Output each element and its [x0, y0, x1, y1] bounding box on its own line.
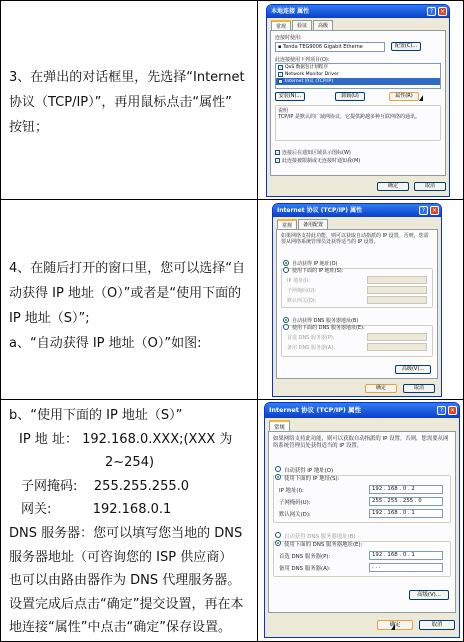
install-button[interactable]: 安装(N)...	[275, 92, 305, 101]
manual-dns-radio[interactable]	[283, 324, 289, 330]
configure-button[interactable]: 配置(C)...	[391, 42, 421, 51]
dialog-title: Internet 协议 (TCP/IP) 属性	[265, 403, 459, 418]
cancel-button[interactable]: 取消	[419, 620, 455, 630]
checkbox-checked[interactable]: ✓	[276, 150, 280, 155]
instruction-line: b、“使用下面的 IP 地址（S）”	[9, 408, 183, 423]
adapter-field	[275, 42, 385, 52]
dialog-title: 本地连接 属性	[267, 5, 449, 18]
preferred-dns-label: 首选 DNS 服务器(P):	[287, 335, 335, 341]
cancel-button[interactable]: 取消	[414, 182, 446, 191]
components-list	[275, 63, 441, 89]
instruction-line: 也可以由路由器作为 DNS 代理服务器。	[9, 573, 241, 589]
close-icon[interactable]: ×	[449, 407, 456, 414]
general-panel	[268, 431, 456, 613]
manual-ip-radio[interactable]	[275, 474, 281, 480]
gateway-label: 默认网关(D):	[287, 298, 317, 304]
ip-address-field[interactable]	[367, 276, 427, 284]
properties-button[interactable]: 属性(R)	[389, 92, 419, 101]
ip-address-line	[9, 428, 253, 452]
option-label: 连接后在通知区域显示图标(W)	[282, 150, 351, 156]
auto-dns-radio[interactable]	[275, 532, 281, 538]
uninstall-button[interactable]: 卸载(U)	[335, 92, 365, 101]
manual-ip-label: 使用下面的 IP 地址(S):	[292, 268, 344, 274]
instruction-line: a、“自动获得 IP 地址（O）”如图:	[9, 336, 202, 351]
instruction-line: 4、在随后打开的窗口里，您可以选择“自	[9, 261, 246, 276]
alternate-dns-field[interactable]: . . .	[369, 563, 443, 572]
subnet-mask-field[interactable]	[367, 286, 427, 294]
dialog-title: Internet 协议 (TCP/IP) 属性	[273, 204, 441, 217]
subnet-mask-field[interactable]: 255 . 255 . 255 . 0	[369, 497, 443, 506]
ok-button[interactable]: 确定	[365, 384, 397, 393]
preferred-dns-label: 首选 DNS 服务器(P):	[279, 554, 331, 560]
gateway-field[interactable]	[367, 296, 427, 304]
help-icon[interactable]: ?	[437, 406, 446, 415]
instruction-line: 3、在弹出的对话框里，先选择“Internet	[9, 70, 245, 85]
network-card-icon: ▪	[278, 44, 283, 50]
tab-bar	[265, 418, 459, 432]
instruction-line: 设置完成后点击“确定”提交设置，再在本	[9, 596, 244, 612]
alternate-dns-label: 备用 DNS 服务器(A):	[287, 345, 335, 351]
auto-ip-radio[interactable]	[275, 466, 281, 472]
option-label: 此连接被限制或无连接时通知我(M)	[282, 158, 361, 164]
step-3-instructions	[9, 65, 253, 140]
instruction-line: 2~254)	[105, 455, 155, 471]
close-icon[interactable]: ×	[431, 207, 438, 214]
instruction-line: IP 地址（S）”;	[9, 311, 90, 326]
instruction-line: DNS 服务器：您可以填写您当地的 DNS	[9, 525, 243, 541]
manual-dns-radio[interactable]	[275, 540, 281, 546]
list-item-selected[interactable]	[276, 78, 440, 85]
tab-authentication[interactable]: 验证	[292, 20, 312, 31]
manual-ip-radio[interactable]	[283, 267, 289, 273]
alternate-dns-field[interactable]	[367, 343, 427, 351]
table-row	[1, 200, 463, 400]
ip-address-label: IP 地址(I):	[279, 488, 304, 494]
tab-alternate-config[interactable]: 备用配置	[298, 219, 328, 230]
items-label: 此连接使用下列项目(O):	[275, 57, 330, 63]
connect-using-label: 连接时使用:	[275, 35, 302, 41]
description-group	[275, 105, 441, 141]
cancel-button[interactable]: 取消	[403, 384, 435, 393]
list-item-label: Internet 协议 (TCP/IP)	[285, 79, 334, 84]
checkbox-checked[interactable]: ✓	[279, 72, 283, 77]
screenshot-cell	[258, 1, 463, 199]
tcpip-properties-manual-dialog	[264, 402, 460, 638]
instruction-line: 按钮；	[9, 120, 49, 135]
table-row	[1, 400, 463, 641]
general-panel	[276, 229, 438, 379]
list-item-label: QoS 数据包计划程序	[285, 65, 328, 70]
gateway-field[interactable]: 192 . 168 . 0 . 1	[369, 509, 443, 518]
instruction-line: 服务器地址（可咨询您的 ISP 供应商）	[9, 549, 233, 565]
tab-general[interactable]: 常规	[271, 20, 291, 31]
ip-address-field[interactable]: 192 . 168 . 0 . 2	[369, 485, 443, 494]
adapter-name: Tenda TEG9006 Gigabit Etherne	[282, 44, 363, 50]
tcpip-properties-auto-dialog	[272, 203, 442, 397]
ip-line-value: 192.168.0.XXX;(XXX 为	[82, 431, 233, 447]
alternate-dns-label: 备用 DNS 服务器(A):	[279, 566, 331, 572]
intro-text: 如果网络支持此功能，则可以获取自动指派的 IP 设置。否则，您需要从网络系统管理员处获得适当的 IP 设置。	[273, 436, 449, 449]
list-item[interactable]	[276, 64, 440, 71]
list-item[interactable]	[276, 71, 440, 78]
screenshot-cell	[258, 200, 463, 399]
instruction-line: 动获得 IP 地址（O）”或者是“使用下面的	[9, 286, 242, 301]
advanced-button[interactable]: 高级(V)...	[395, 365, 431, 374]
close-icon[interactable]: ×	[439, 8, 446, 15]
help-icon[interactable]: ?	[427, 7, 436, 16]
ok-button[interactable]: 确定	[377, 182, 409, 191]
tab-general[interactable]: 常规	[269, 420, 290, 432]
description-text: TCP/IP 是默认的广域网协议。它提供跨越多种互联网络的通讯。	[278, 114, 421, 120]
checkbox-checked[interactable]: ✓	[276, 158, 280, 163]
preferred-dns-field[interactable]: 192 . 168 . 0 . 1	[369, 551, 443, 560]
instruction-line: 子网掩码: 255.255.255.0	[21, 478, 190, 494]
ip-line-label: IP 地 址：	[19, 431, 78, 447]
description-label: 说明	[278, 108, 289, 114]
auto-dns-radio[interactable]	[283, 317, 289, 323]
list-item-label: Network Monitor Driver	[285, 72, 339, 77]
auto-ip-label: 自动获得 IP 地址(O)	[292, 261, 338, 267]
notify-option[interactable]	[275, 157, 360, 164]
table-row	[1, 1, 463, 200]
instruction-line: 网关: 192.168.0.1	[21, 502, 172, 518]
ip-address-label: IP 地址(I):	[287, 278, 311, 284]
general-panel	[270, 30, 446, 176]
step-4-instructions	[9, 256, 253, 356]
subnet-mask-label: 子网掩码(U):	[287, 288, 317, 294]
auto-dns-label: 自动获得 DNS 服务器地址(B)	[284, 534, 356, 540]
auto-ip-radio[interactable]	[283, 260, 289, 266]
mouse-cursor-icon	[391, 624, 395, 630]
checkbox-checked[interactable]: ✓	[279, 79, 283, 84]
step-4b-instructions	[9, 404, 253, 640]
preferred-dns-field[interactable]	[367, 333, 427, 341]
intro-text: 如果网络支持此功能，则可以获取自动指派的 IP 设置。否则，您需要从网络系统管理员处获得适当的 IP 设置。	[281, 233, 429, 245]
screenshot-cell	[258, 400, 463, 641]
tab-advanced[interactable]: 高级	[313, 20, 333, 31]
gateway-label: 默认网关(D):	[279, 512, 311, 518]
manual-dns-label: 使用下面的 DNS 服务器地址(E):	[292, 325, 365, 331]
help-icon[interactable]: ?	[419, 206, 428, 215]
instruction-line: 地连接“属性”中点击“确定”保存设置。	[9, 620, 231, 636]
checkbox-checked[interactable]: ✓	[279, 65, 283, 70]
manual-ip-label: 使用下面的 IP 地址(S):	[284, 476, 340, 482]
mouse-cursor-icon	[419, 95, 423, 101]
auto-dns-label: 自动获得 DNS 服务器地址(B)	[292, 318, 359, 324]
local-connection-properties-dialog	[266, 4, 450, 197]
tray-icon-option[interactable]	[275, 149, 351, 156]
ok-button[interactable]: 确定	[377, 620, 413, 630]
auto-ip-label: 自动获得 IP 地址(O)	[284, 468, 334, 474]
manual-dns-label: 使用下面的 DNS 服务器地址(E):	[284, 542, 363, 548]
advanced-button[interactable]: 高级(V)...	[409, 590, 449, 600]
tab-general[interactable]: 常规	[277, 219, 297, 230]
subnet-mask-label: 子网掩码(U):	[279, 500, 311, 506]
instruction-line: 协议（TCP/IP）”，再用鼠标点击“属性”	[9, 95, 232, 110]
